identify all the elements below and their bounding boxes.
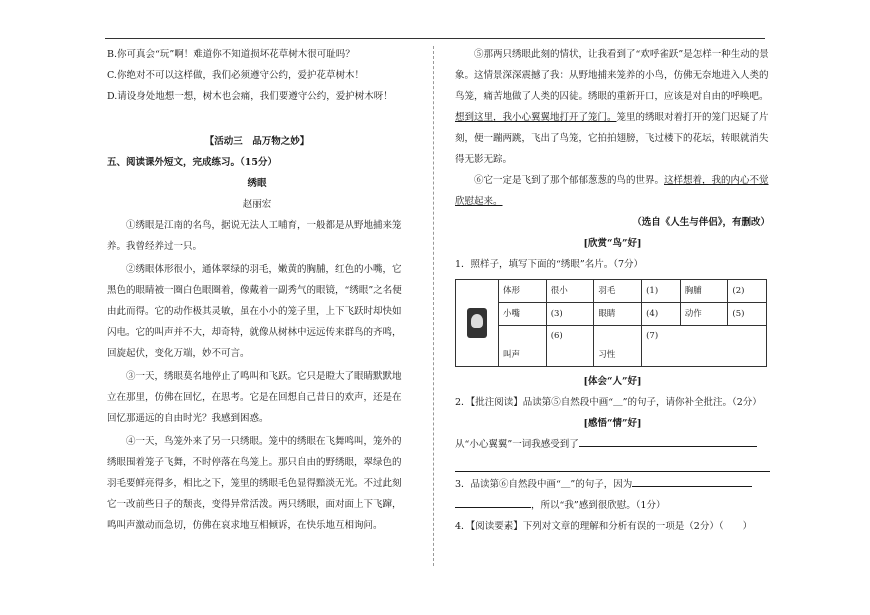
- heading-bird: [欣赏“鸟”好]: [583, 238, 642, 249]
- answer-blank[interactable]: [579, 435, 757, 447]
- right-column: [455, 44, 770, 537]
- option-d: D.请设身处地想一想，树木也会痛，我们要遵守公约，爱护树木呀！: [107, 91, 393, 102]
- option-b: B.你可真会“玩”啊！难道你不知道损坏花草树木很可耻吗？: [107, 49, 355, 60]
- answer-blank[interactable]: [455, 496, 531, 508]
- question-2-answer-line: [455, 434, 770, 455]
- bird-photo-icon: [467, 308, 487, 338]
- paragraph-5-start: ⑤那两只绣眼此刻的情状，让我看到了“欢呼雀跃”是怎样一种生动的景象。这情景深深震撼了我：从野地捕来笼养的小鸟，仿佛无奈地进入人类的鸟笼，痛苦地做了人类的囚徒。绣眼的重新开口，应该是对自由的呼唤吧。: [455, 49, 769, 102]
- column-divider: [433, 46, 434, 566]
- paragraph-3: ③一天，绣眼莫名地停止了鸣叫和飞跃。它只是瞪大了眼睛默默地立在那里，仿佛在回忆，在思考。它是在回想自己昔日的欢声，还是在回忆那遥远的自由时光？我感到困惑。: [107, 371, 402, 424]
- question-3-text-end: ，所以“我”感到很欣慰。（1分）: [531, 500, 666, 511]
- top-rule: [105, 38, 765, 39]
- paragraph-5-underlined-sentence: 想到这里，我小心翼翼地打开了笼门。: [455, 112, 617, 123]
- card-label: 动作: [680, 303, 728, 326]
- paragraph-5-end: 笼里的绣眼对着打开的笼门迟疑了片刻，便一蹦两跳，飞出了鸟笼，它拍拍翅膀，飞过楼下的花坛，转眼就消失得无影无踪。: [455, 112, 769, 165]
- paragraph-6-start: ⑥它一定是飞到了那个郁郁葱葱的鸟的世界。: [474, 175, 665, 186]
- answer-line[interactable]: [455, 455, 770, 472]
- card-blank[interactable]: (4): [642, 303, 681, 326]
- paragraph-5: [455, 44, 770, 170]
- section-title: 五、阅读课外短文，完成练习。（15分）: [107, 157, 277, 168]
- card-blank[interactable]: (1): [642, 280, 681, 303]
- paragraph-6-underlined-sentence: 这样想着，我的内心不觉欣慰起来。: [455, 175, 769, 207]
- card-blank[interactable]: (5): [728, 303, 767, 326]
- card-blank[interactable]: (2): [728, 280, 767, 303]
- card-label: 习性: [594, 326, 642, 367]
- paragraph-1: ①绣眼是江南的名鸟，据说无法人工哺育，一般都是从野地捕来笼养。我曾经养过一只。: [107, 220, 402, 252]
- paragraph-4: ④一天，鸟笼外来了另一只绣眼。笼中的绣眼在飞舞鸣叫，笼外的绣眼围着笼子飞舞，不时停落在鸟笼上。那只自由的野绣眼，翠绿色的羽毛要鲜亮得多，相比之下，笼里的绣眼毛色显得黯淡无光。不过此刻它一改前些日子的颓丧，变得异常活泼。两只绣眼，面对面上下飞蹿，鸣叫声激动而急切，仿佛在哀求地互相倾诉，在快乐地互相询问。: [107, 436, 402, 531]
- heading-feeling: [感悟“情”好]: [583, 418, 642, 429]
- card-row: [456, 303, 767, 326]
- card-label: 眼睛: [594, 303, 642, 326]
- question-4: 4．【阅读要素】下列对文章的理解和分析有误的一项是（2分）（ ）: [455, 521, 753, 532]
- activity-title: 【活动三 品万物之妙】: [204, 136, 310, 147]
- answer-prefix: 从“小心翼翼”一词我感受到了: [455, 439, 579, 450]
- option-c: C.你绝对不可以这样做，我们必须遵守公约，爱护花草树木！: [107, 70, 364, 81]
- card-blank[interactable]: (6): [546, 326, 594, 367]
- card-blank[interactable]: (7): [642, 326, 767, 367]
- card-value: 很小: [546, 280, 594, 303]
- left-column: [107, 44, 407, 536]
- heading-person: [体会“人”好]: [583, 376, 642, 387]
- question-2: 2．【批注阅读】品读第⑤自然段中画“＿”的句子，请你补全批注。（2分）: [455, 397, 762, 408]
- question-3: [455, 474, 770, 495]
- article-title: 绣眼: [247, 178, 267, 189]
- answer-blank[interactable]: [632, 475, 752, 487]
- card-label: 胸脯: [680, 280, 728, 303]
- question-3-cont: [455, 495, 770, 516]
- article-author: 赵丽宏: [242, 199, 272, 210]
- card-label: 小嘴: [499, 303, 547, 326]
- card-blank[interactable]: (3): [546, 303, 594, 326]
- question-3-text: 3．品读第⑥自然段中画“＿”的句子，因为: [455, 479, 633, 490]
- card-label: 体形: [499, 280, 547, 303]
- card-label: 叫声: [499, 326, 547, 367]
- question-1: 1．照样子，填写下面的“绣眼”名片。（7分）: [455, 259, 644, 270]
- card-row: [456, 280, 767, 303]
- source-note: （选自《人生与伴侣》，有删改）: [632, 217, 770, 228]
- paragraph-6: [455, 170, 770, 212]
- card-label: 羽毛: [594, 280, 642, 303]
- card-photo-cell: [456, 280, 499, 367]
- card-row: [456, 326, 767, 367]
- bird-name-card: [455, 279, 767, 367]
- paragraph-2: ②绣眼体形很小，通体翠绿的羽毛，嫩黄的胸脯，红色的小嘴，它黑色的眼睛被一圈白色眼圈着，像戴着一副秀气的眼镜，“绣眼”之名便由此而得。它的动作极其灵敏，虽在小小的笼子里，上下飞跃时却快如闪电。它的叫声并不大，却奇特，就像从树林中远远传来群鸟的齐鸣，回旋起伏，变化万端，妙不可言。: [107, 264, 402, 359]
